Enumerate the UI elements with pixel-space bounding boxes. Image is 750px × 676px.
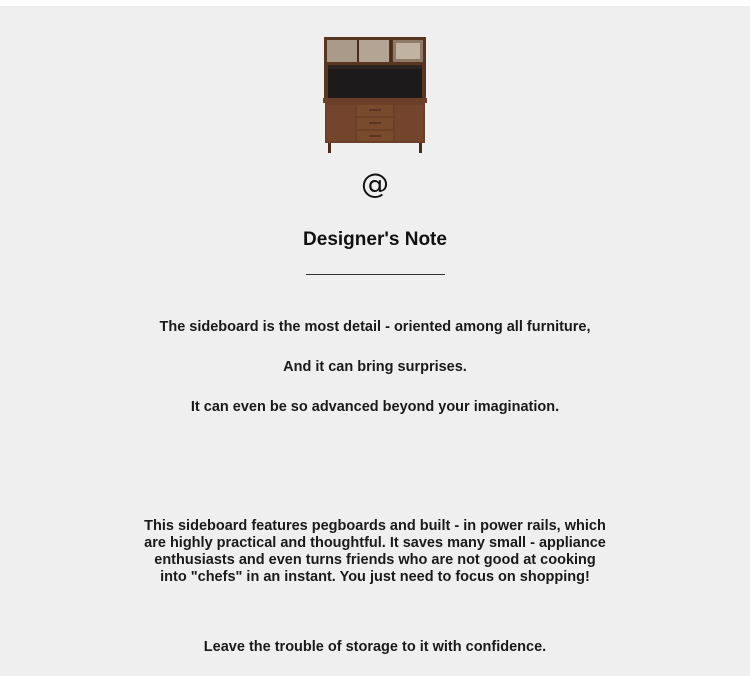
intro-line: The sideboard is the most detail - oriented among all furniture, [159,319,591,335]
paragraph-line: are highly practical and thoughtful. It saves many small - appliance [144,535,606,551]
content-panel [0,6,750,676]
intro-line: It can even be so advanced beyond your imagination. [190,399,560,415]
closing-line: Leave the trouble of storage to it with confidence. [203,639,547,655]
title-divider [306,274,445,275]
feature-paragraph [140,518,610,586]
at-symbol: @ [361,167,389,200]
paragraph-line: into "chefs" in an instant. You just need to focus on shopping! [160,569,590,585]
section-title: Designer's Note [303,229,447,250]
sideboard-cabinet-image [323,36,427,153]
intro-line: And it can bring surprises. [283,359,467,375]
paragraph-line: enthusiasts and even turns friends who are not good at cooking [154,552,596,568]
paragraph-line: This sideboard features pegboards and built - in power rails, which [144,518,606,534]
